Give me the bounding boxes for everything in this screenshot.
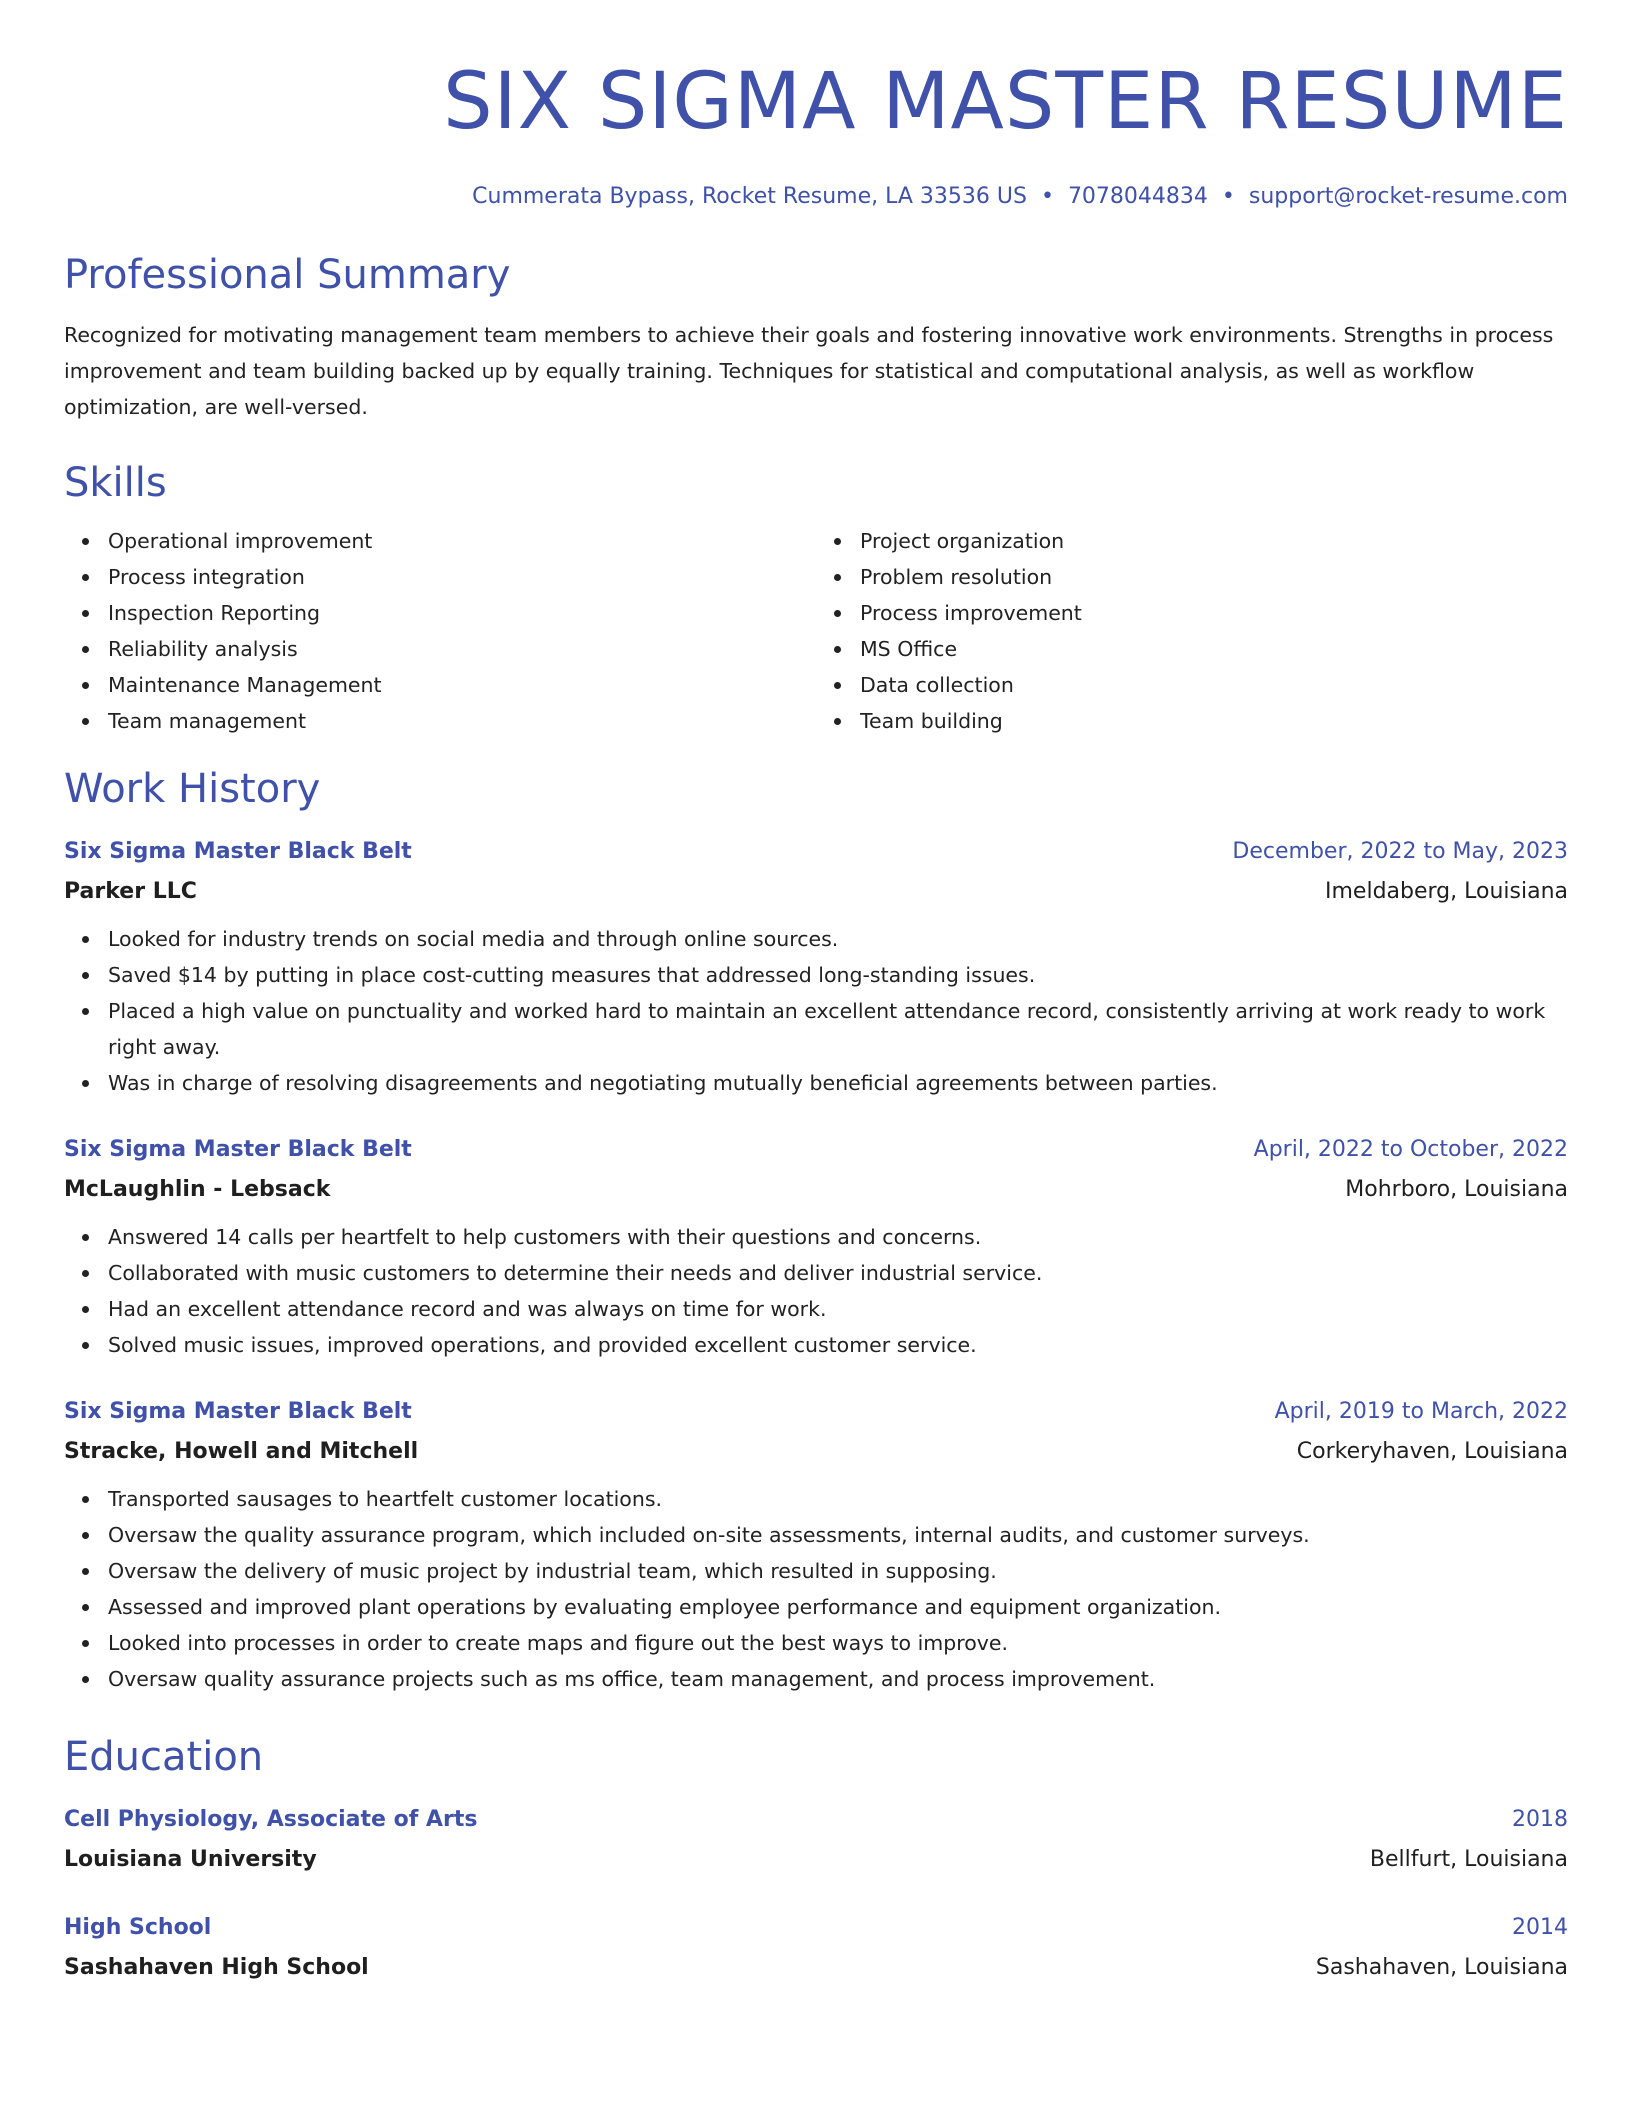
skill-item: Data collection <box>860 667 1568 703</box>
job-dates: December, 2022 to May, 2023 <box>1232 839 1568 864</box>
job-bullets <box>64 921 1568 1101</box>
company-location: Imeldaberg, Louisiana <box>1325 879 1568 904</box>
contact-line <box>64 182 1568 212</box>
skill-item: Maintenance Management <box>108 667 816 703</box>
page-title: SIX SIGMA MASTER RESUME <box>443 57 1568 147</box>
company-name: Stracke, Howell and Mitchell <box>64 1439 419 1464</box>
degree-name: Cell Physiology, Associate of Arts <box>64 1807 478 1832</box>
job-organization <box>64 1437 1568 1467</box>
list-item: Oversaw the quality assurance program, which included on-site assessments, internal audits, and customer surveys. <box>108 1517 1568 1553</box>
skills-list-right <box>816 523 1568 739</box>
skill-item: MS Office <box>860 631 1568 667</box>
company-name: McLaughlin - Lebsack <box>64 1177 331 1202</box>
contact-separator: • <box>1040 184 1054 209</box>
job-dates: April, 2019 to March, 2022 <box>1274 1399 1568 1424</box>
skill-item: Team building <box>860 703 1568 739</box>
list-item: Answered 14 calls per heartfelt to help customers with their questions and concerns. <box>108 1219 1568 1255</box>
list-item: Solved music issues, improved operations, and provided excellent customer service. <box>108 1327 1568 1363</box>
education-header <box>64 1805 1568 1835</box>
list-item: Placed a high value on punctuality and worked hard to maintain an excellent attendance record, consistently arriving at work ready to work right away. <box>108 993 1568 1065</box>
company-location: Mohrboro, Louisiana <box>1345 1177 1568 1202</box>
skills-grid <box>64 523 1568 739</box>
list-item: Oversaw quality assurance projects such as ms office, team management, and process improvement. <box>108 1661 1568 1697</box>
education-entry <box>64 1913 1568 1983</box>
skill-item: Inspection Reporting <box>108 595 816 631</box>
job-header <box>64 1397 1568 1427</box>
education-header <box>64 1913 1568 1943</box>
job-entry <box>64 1135 1568 1363</box>
resume-header <box>64 52 1568 212</box>
job-bullets <box>64 1219 1568 1363</box>
list-item: Looked into processes in order to create maps and figure out the best ways to improve. <box>108 1625 1568 1661</box>
job-header <box>64 1135 1568 1165</box>
list-item: Saved $14 by putting in place cost-cutting measures that addressed long-standing issues. <box>108 957 1568 993</box>
contact-address: Cummerata Bypass, Rocket Resume, LA 33536 US <box>472 184 1027 209</box>
work-history-section <box>64 763 1568 1697</box>
list-item: Had an excellent attendance record and was always on time for work. <box>108 1291 1568 1327</box>
list-item: Collaborated with music customers to determine their needs and deliver industrial service. <box>108 1255 1568 1291</box>
skill-item: Problem resolution <box>860 559 1568 595</box>
job-bullets <box>64 1481 1568 1697</box>
skills-list-left <box>64 523 816 739</box>
list-item: Was in charge of resolving disagreements and negotiating mutually beneficial agreements between parties. <box>108 1065 1568 1101</box>
education-section <box>64 1731 1568 1983</box>
skill-item: Process improvement <box>860 595 1568 631</box>
summary-section <box>64 249 1568 425</box>
job-organization <box>64 1175 1568 1205</box>
summary-text: Recognized for motivating management team members to achieve their goals and fostering innovative work environments. Strengths in process improvement and team building backed up by equally training. Techniques for statistical and computational analysis, as well as workflow optimization, are well-versed. <box>64 323 1554 419</box>
job-entry <box>64 837 1568 1101</box>
list-item: Transported sausages to heartfelt customer locations. <box>108 1481 1568 1517</box>
degree-name: High School <box>64 1915 212 1940</box>
list-item: Oversaw the delivery of music project by industrial team, which resulted in supposing. <box>108 1553 1568 1589</box>
skill-item: Team management <box>108 703 816 739</box>
school-name: Sashahaven High School <box>64 1955 369 1980</box>
section-title: Skills <box>64 460 167 506</box>
graduation-year: 2018 <box>1512 1807 1568 1832</box>
education-school <box>64 1953 1568 1983</box>
contact-separator: • <box>1221 184 1235 209</box>
job-dates: April, 2022 to October, 2022 <box>1253 1137 1568 1162</box>
section-title: Education <box>64 1734 264 1780</box>
skill-item: Project organization <box>860 523 1568 559</box>
school-location: Sashahaven, Louisiana <box>1315 1955 1568 1980</box>
contact-email[interactable]: support@rocket-resume.com <box>1248 184 1568 209</box>
skill-item: Operational improvement <box>108 523 816 559</box>
school-name: Louisiana University <box>64 1847 317 1872</box>
section-title: Professional Summary <box>64 252 511 298</box>
company-location: Corkeryhaven, Louisiana <box>1296 1439 1568 1464</box>
section-title: Work History <box>64 766 321 812</box>
school-location: Bellfurt, Louisiana <box>1369 1847 1568 1872</box>
job-title: Six Sigma Master Black Belt <box>64 839 412 864</box>
company-name: Parker LLC <box>64 879 197 904</box>
skill-item: Reliability analysis <box>108 631 816 667</box>
job-title: Six Sigma Master Black Belt <box>64 1137 412 1162</box>
job-entry <box>64 1397 1568 1697</box>
list-item: Looked for industry trends on social media and through online sources. <box>108 921 1568 957</box>
skills-section <box>64 457 1568 739</box>
job-organization <box>64 877 1568 907</box>
job-title: Six Sigma Master Black Belt <box>64 1399 412 1424</box>
skill-item: Process integration <box>108 559 816 595</box>
education-school <box>64 1845 1568 1875</box>
contact-phone[interactable]: 7078044834 <box>1067 184 1208 209</box>
education-entry <box>64 1805 1568 1875</box>
list-item: Assessed and improved plant operations by evaluating employee performance and equipment organization. <box>108 1589 1568 1625</box>
job-header <box>64 837 1568 867</box>
graduation-year: 2014 <box>1512 1915 1568 1940</box>
